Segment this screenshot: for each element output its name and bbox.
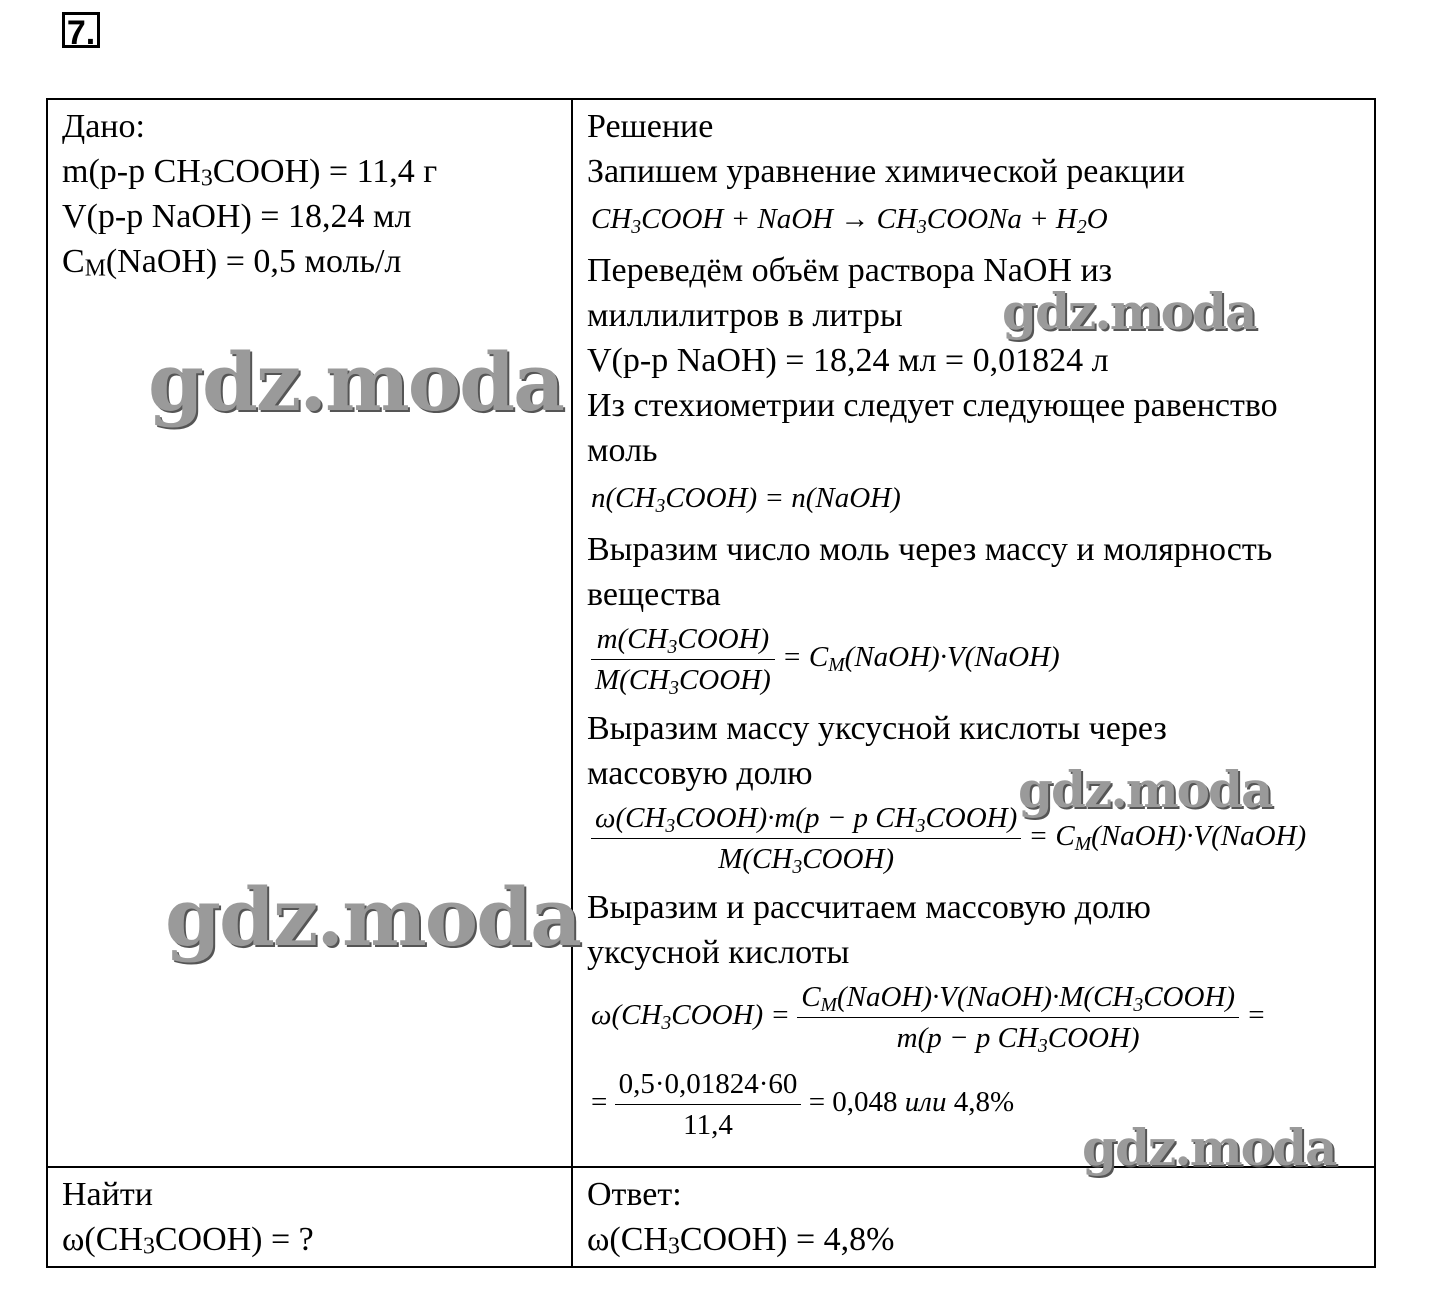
solution-header: Решение <box>587 108 714 145</box>
answer-cell <box>572 1167 1375 1267</box>
answer-header: Ответ: <box>587 1176 682 1213</box>
task-number: 7. <box>62 12 100 48</box>
given-molarity: $C_М(NaOH) = 0,5$ моль/л <box>62 243 402 282</box>
watermark: gdz.moda <box>1002 282 1256 341</box>
find-target: $\omega(CH_3COOH)$ = ? <box>62 1221 314 1260</box>
solution-table <box>46 98 1376 1268</box>
find-cell <box>47 1167 572 1267</box>
text-convert-2: миллилитров в литры <box>587 297 903 334</box>
text-mass-1: Выразим массу уксусной кислоты через <box>587 710 1167 747</box>
moles-equality: $n(CH_3COOH)$ = n(NaOH) <box>591 482 901 517</box>
watermark: gdz.moda <box>1082 1118 1336 1177</box>
text-mass-2: массовую долю <box>587 755 813 792</box>
given-volume: V(р-р NaOH) = 18,24 мл <box>62 198 412 235</box>
given-header: Дано: <box>62 108 145 145</box>
text-moles-1: Выразим число моль через массу и молярность <box>587 531 1273 568</box>
text-stoich-1: Из стехиометрии следует следующее равенство <box>587 387 1278 424</box>
numeric-result: = $\frac{0,5\cdot 0,01824\cdot 60}{11,4}$ = 0,048 или 4,8% <box>591 1064 1360 1145</box>
watermark: gdz.moda <box>148 335 563 429</box>
volume-conversion: V(р-р NaOH) = 18,24 мл = 0,01824 л <box>587 342 1109 379</box>
watermark: gdz.moda <box>1018 760 1272 819</box>
watermark: gdz.moda <box>165 870 580 964</box>
text-reaction: Запишем уравнение химической реакции <box>587 153 1185 190</box>
calc-formula: $\omega(CH_3COOH)$ = $\frac{C_M(NaOH)\cdot V(NaOH)\cdot M(CH_3COOH)}{m(p - p CH_3COOH)}$ = <box>591 977 1360 1058</box>
solution-cell <box>572 99 1375 1167</box>
reaction-equation: $CH_3COOH$ + NaOH → $CH_3COONa + H_2O$ <box>591 203 1108 238</box>
given-cell <box>47 99 572 1167</box>
mass-fraction-formula: $\frac{\omega(CH_3COOH)\cdot m(p - p CH_3COOH)}{M(CH_3COOH)}$ = $C_M(NaOH)\cdot V(NaOH)$ <box>591 798 1360 879</box>
text-convert-1: Переведём объём раствора NaOH из <box>587 252 1113 289</box>
text-calc-1: Выразим и рассчитаем массовую долю <box>587 889 1151 926</box>
find-header: Найти <box>62 1176 153 1213</box>
answer-value: $\omega(CH_3COOH) = 4,8\%$ <box>587 1221 895 1260</box>
moles-formula: $\frac{m(CH_3COOH)}{M(CH_3COOH)}$ = $C_M(NaOH)\cdot V(NaOH)$ <box>591 619 1360 700</box>
text-moles-2: вещества <box>587 576 721 613</box>
text-calc-2: уксусной кислоты <box>587 934 850 971</box>
given-mass: m(р-р $CH_3COOH) = 11,4$ г <box>62 153 438 192</box>
text-stoich-2: моль <box>587 432 658 469</box>
